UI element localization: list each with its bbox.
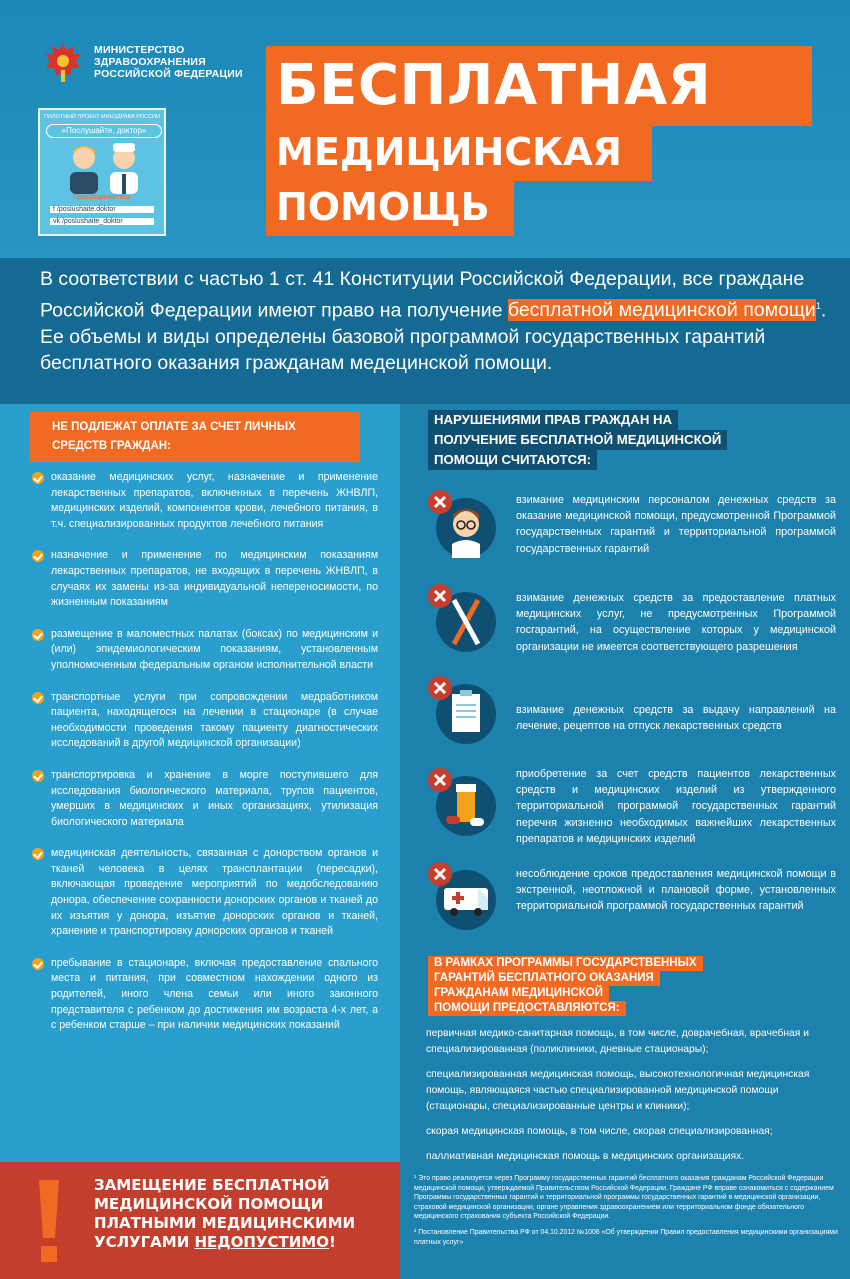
list-item: первичная медико-санитарная помощь, в том числе, доврачебная, врачебная и специализированная (поликлиники, дневные стационары);: [426, 1028, 809, 1055]
list-item: медицинская деятельность, связанная с донорством органов и тканей человека в целях трансплантации (пересадки), включающая проведение мероприятий по медобследованию донора, обеспечение сохранности донорских органов и тканей до их изъятия у донора, изъятие донорских органов и тканей, хранение и транспортировку донорских органов и тканей: [32, 846, 378, 940]
document-icon: [426, 674, 498, 746]
list-item: транспортные услуги при сопровождении медработником пациента, находящегося на лечении в стационаре (в случае необходимости проведения такому пациенту диагностических исследований в другой медицинской организации): [32, 690, 378, 752]
free-services-list: [32, 470, 378, 1050]
doctors-illustration-icon: [54, 140, 154, 194]
free-services-section: [0, 404, 400, 1162]
intro-band: [0, 258, 850, 404]
title-line-1: БЕСПЛАТНАЯ: [266, 46, 812, 126]
violations-heading: НАРУШЕНИЯМИ ПРАВ ГРАЖДАН НА ПОЛУЧЕНИЕ БЕСПЛАТНОЙ МЕДИЦИНСКОЙ ПОМОЩИ СЧИТАЮТСЯ:: [428, 410, 727, 470]
pilot-project-name: «Послушайте, доктор»: [46, 124, 162, 138]
footnote-2: ² Постановление Правительства РФ от 04.10.2012 №1006 «Об утверждении Правил предоставления медицинскими организациями платных услуг»: [414, 1229, 838, 1246]
warning-banner: [0, 1162, 400, 1279]
header: [0, 0, 850, 260]
check-icon: [32, 770, 44, 782]
list-item: транспортировка и хранение в морге поступившего для исследования биологического материала, трупов пациентов, умерших в медицинских и иных организациях, утилизация биологического материала: [32, 768, 378, 830]
intro-highlight: бесплатной медицинской помощи: [507, 299, 816, 321]
list-item: скорая медицинская помощь, в том числе, скорая специализированная;: [426, 1126, 773, 1137]
list-item: размещение в маломестных палатах (боксах) по медицинским и (или) эпидемиологическим показаниям, установленным уполномоченным федеральным органом исполнительной власти: [32, 627, 378, 674]
pills-icon: [426, 766, 498, 838]
facebook-link[interactable]: f /poslushaite.doktor: [50, 206, 154, 213]
list-item: специализированная медицинская помощь, высокотехнологичная медицинская помощь, являющаяся частью специализированной медицинской помощи (стационары, специализированные центры и клиники);: [426, 1069, 810, 1112]
title-line-2: МЕДИЦИНСКАЯ: [266, 123, 652, 181]
exclamation-icon: [36, 1176, 62, 1266]
check-icon: [32, 692, 44, 704]
check-icon: [32, 848, 44, 860]
violations-section: НАРУШЕНИЯМИ ПРАВ ГРАЖДАН НА ПОЛУЧЕНИЕ БЕСПЛАТНОЙ МЕДИЦИНСКОЙ ПОМОЩИ СЧИТАЮТСЯ: взимание медицинским персоналом денежных средств за оказание медицинской помощи, предусмотренной Программой государственных гарантий и территориальной программой государственных гарантий взимание денежных средств за предоставление платных медицинских услуг, не предусмотренных Программой госгарантий, на осуществление которых у медицинской организации не имеется соответствующего разрешения взимание денежных средств за выдачу направлений на лечение, рецептов на отпуск лекарственных средств приобретение за счет средств пациентов лекарственных средств и медицинских изделий из утвержденного территориальной программой государственных гарантий перечня жизненно необходимых важнейших лекарственных препаратов и медицинских изделий несоблюдение сроков предоставления медицинской помощи в экстренной, неотложной и плановой форме, установленных территориальной программой государственных гарантий В РАМКАХ ПРОГРАММЫ ГОСУДАРСТВЕННЫХ ГАРАНТИЙ БЕСПЛАТНОГО ОКАЗАНИЯ ГРАЖДАНАМ МЕДИЦИНСКОЙ ПОМОЩИ ПРЕДОСТАВЛЯЮТСЯ: первичная медико-санитарная помощь, в том числе, доврачебная, врачебная и специализированная (поликлиники, дневные стационары); специализированная медицинская помощь, высокотехнологичная медицинская помощь, являющаяся частью специализированной медицинской помощи (стационары, специализированные центры и клиники); скорая медицинская помощь, в том числе, скорая специализированная; паллиативная медицинская помощь в медицинских организациях.: [400, 404, 850, 1162]
emblem-icon: [40, 40, 86, 86]
list-item: пребывание в стационаре, включая предоставление спального места и питания, при совместном нахождении одного из родителей, иного члена семьи или иного законного представителя с ребенком до достижения им возраста 4-х лет, а с ребенком старше – при наличии медицинских показаний: [32, 956, 378, 1034]
check-icon: [32, 550, 44, 562]
doctor-icon: [426, 488, 498, 560]
dna-icon: [426, 582, 498, 654]
list-item: паллиативная медицинская помощь в медицинских организациях.: [426, 1151, 745, 1162]
list-item: назначение и применение по медицинским показаниям лекарственных препаратов, не входящих в перечень ЖНВЛП, в случаях их замены из-за индивидуальной непереносимости, по жизненным показаниям: [32, 548, 378, 610]
check-icon: [32, 958, 44, 970]
list-item: оказание медицинских услуг, назначение и применение лекарственных препаратов, включенных в перечень ЖНВЛП, медицинских изделий, компонентов крови, лечебного питания, в т.ч. специализированных продуктов лечебного питания: [32, 470, 378, 532]
check-icon: [32, 629, 44, 641]
check-icon: [32, 472, 44, 484]
ambulance-icon: [426, 860, 498, 932]
title-line-3: ПОМОЩЬ: [266, 178, 514, 236]
vk-link[interactable]: vk /poslushaite_doktor: [50, 218, 154, 225]
intro-text: В соответствии с частью 1 ст. 41 Конституции Российской Федерации, все граждане Российской Федерации имеют право на получение бесплатной медицинской помощи$^1$. Ее объемы и виды определены базовой программой государственных гарантий бесплатного оказания гражданам медецинской помощи.: [40, 268, 827, 374]
program-heading: В РАМКАХ ПРОГРАММЫ ГОСУДАРСТВЕННЫХ ГАРАНТИЙ БЕСПЛАТНОГО ОКАЗАНИЯ ГРАЖДАНАМ МЕДИЦИНСКОЙ ПОМОЩИ ПРЕДОСТАВЛЯЮТСЯ:: [428, 956, 703, 1016]
warning-text: ЗАМЕЩЕНИЕ БЕСПЛАТНОЙ МЕДИЦИНСКОЙ ПОМОЩИ ПЛАТНЫМИ МЕДИЦИНСКИМИ УСЛУГАМИ НЕДОПУСТИМО!: [94, 1176, 356, 1251]
footnote-1: ¹ Это право реализуется через Программу государственных гарантий бесплатного оказания гражданам Российской Федерации медицинской помощи, утверждаемой Правительством Российской Федерации. Граждане РФ вправе ознакомиться с содержанием Программы государственных гарантий и территориальной программы государственных гарантий в медицинской организации, страховой медицинской организации, органе управления здравоохранением или территориальном фонде обязательного медицинского страхования субъекта Российской Федерации.: [414, 1175, 834, 1220]
pilot-project-badge: ПИЛОТНЫЙ ПРОЕКТ МИНЗДРАВА РОССИИ «Послушайте, доктор» Присоединяйтесь f /poslushaite.doktor vk /poslushaite_doktor: [38, 108, 166, 236]
footnotes: [400, 1162, 850, 1279]
free-services-heading: НЕ ПОДЛЕЖАТ ОПЛАТЕ ЗА СЧЕТ ЛИЧНЫХ СРЕДСТВ ГРАЖДАН:: [30, 412, 360, 462]
program-list: [426, 1026, 840, 1174]
ministry-name: МИНИСТЕРСТВО ЗДРАВООХРАНЕНИЯ РОССИЙСКОЙ ФЕДЕРАЦИИ: [94, 44, 243, 80]
